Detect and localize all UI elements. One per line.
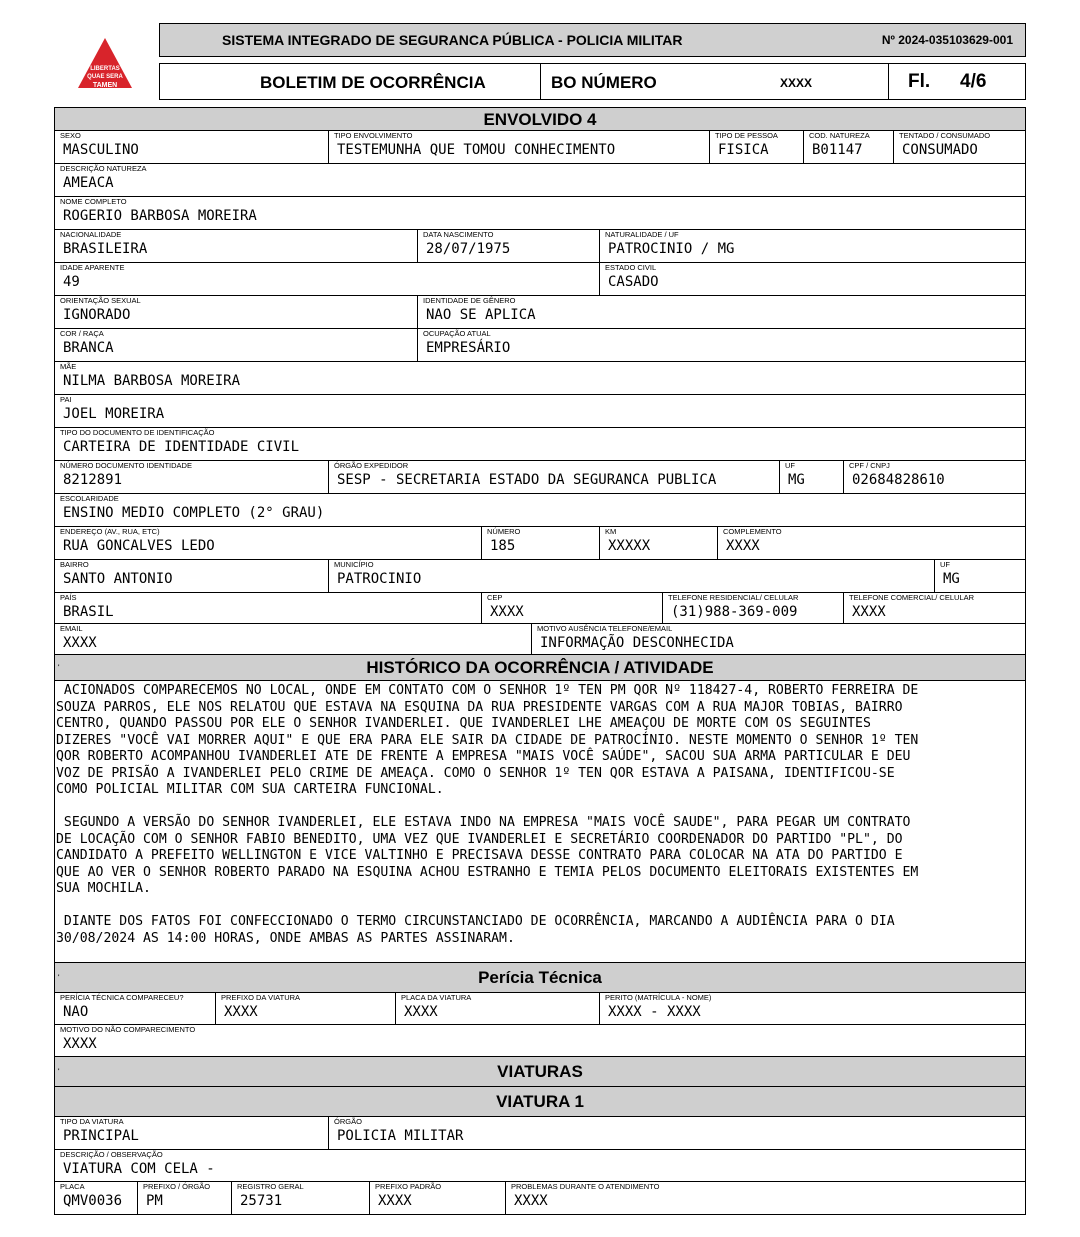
row-viatura-tipo bbox=[54, 1117, 1026, 1150]
form-cell bbox=[328, 461, 779, 493]
row-viatura-placa bbox=[54, 1182, 1026, 1215]
field-label: COMPLEMENTO bbox=[723, 527, 782, 536]
field-label: ORIENTAÇÃO SEXUAL bbox=[60, 296, 141, 305]
identidade-genero-value: NAO SE APLICA bbox=[426, 307, 536, 323]
viaturas-title: VIATURAS bbox=[497, 1062, 583, 1081]
system-title-box bbox=[159, 23, 1026, 57]
form-cell bbox=[55, 461, 328, 493]
pai-value: JOEL MOREIRA bbox=[63, 406, 165, 422]
row-natureza bbox=[54, 164, 1026, 197]
municipio-value: PATROCINIO bbox=[337, 571, 422, 587]
form-cell bbox=[55, 560, 328, 592]
occurrence-number: Nº 2024-035103629-001 bbox=[881, 33, 1013, 47]
numero-value: 185 bbox=[490, 538, 516, 554]
row-endereco bbox=[54, 527, 1026, 560]
cod-natureza-value: B01147 bbox=[812, 142, 863, 158]
row-mae bbox=[54, 362, 1026, 395]
viatura-orgao-value: POLICIA MILITAR bbox=[337, 1128, 464, 1144]
motivo-ausencia-value: INFORMAÇÃO DESCONHECIDA bbox=[540, 635, 734, 651]
svg-text:LIBERTAS: LIBERTAS bbox=[90, 66, 120, 72]
cep-value: XXXX bbox=[490, 604, 524, 620]
form-cell bbox=[599, 527, 717, 559]
tipo-envolvimento-value: TESTEMUNHA QUE TOMOU CONHECIMENTO bbox=[337, 142, 616, 158]
idade-value: 49 bbox=[63, 274, 80, 290]
row-pericia-motivo bbox=[54, 1025, 1026, 1057]
mae-value: NILMA BARBOSA MOREIRA bbox=[63, 373, 241, 389]
field-label: TIPO DE PESSOA bbox=[715, 131, 778, 140]
pericia-motivo-value: XXXX bbox=[63, 1036, 97, 1052]
field-label: BAIRRO bbox=[60, 560, 89, 569]
corner-mark: ' bbox=[58, 665, 60, 671]
form-cell bbox=[55, 362, 1025, 394]
telefone-comercial-value: XXXX bbox=[852, 604, 886, 620]
orgao-expedidor-value: SESP - SECRETARIA ESTADO DA SEGURANCA PUBLICA bbox=[337, 472, 717, 488]
doc-title: BOLETIM DE OCORRÊNCIA bbox=[260, 73, 486, 92]
viatura-prefixo-value: PM bbox=[146, 1193, 163, 1209]
form-cell bbox=[55, 1150, 1025, 1181]
form-cell bbox=[599, 230, 1025, 262]
telefone-residencial-value: (31)988-369-009 bbox=[671, 604, 798, 620]
viatura-1-label: VIATURA 1 bbox=[496, 1092, 584, 1111]
row-idade bbox=[54, 263, 1026, 296]
field-label: DATA NASCIMENTO bbox=[423, 230, 494, 239]
form-cell bbox=[55, 494, 1025, 526]
field-label: REGISTRO GERAL bbox=[237, 1182, 304, 1191]
row-tipo-documento bbox=[54, 428, 1026, 461]
envolvido-title: ENVOLVIDO 4 bbox=[483, 110, 597, 129]
bo-number-label: BO NÚMERO bbox=[551, 73, 657, 92]
field-label: NOME COMPLETO bbox=[60, 197, 127, 206]
form-cell bbox=[417, 296, 1025, 328]
uf-value: MG bbox=[943, 571, 960, 587]
numero-documento-value: 8212891 bbox=[63, 472, 123, 488]
field-label: PREFIXO DA VIATURA bbox=[221, 993, 301, 1002]
field-label: IDADE APARENTE bbox=[60, 263, 125, 272]
doc-title-bar bbox=[159, 63, 1026, 100]
form-cell bbox=[55, 296, 417, 328]
tipo-documento-value: CARTEIRA DE IDENTIDADE CIVIL bbox=[63, 439, 300, 455]
field-label: KM bbox=[605, 527, 617, 536]
form-cell bbox=[934, 560, 1025, 592]
form-cell bbox=[481, 527, 599, 559]
form-cell bbox=[843, 461, 1025, 493]
viatura-descricao-value: VIATURA COM CELA - bbox=[63, 1161, 215, 1177]
field-label: NATURALIDADE / UF bbox=[605, 230, 679, 239]
field-label: DESCRIÇÃO NATUREZA bbox=[60, 164, 147, 173]
field-label: CPF / CNPJ bbox=[849, 461, 890, 470]
nacionalidade-value: BRASILEIRA bbox=[63, 241, 148, 257]
historico-section-title bbox=[54, 655, 1026, 681]
field-label: MUNICÍPIO bbox=[334, 560, 374, 569]
svg-text:QUAE SERA: QUAE SERA bbox=[87, 74, 123, 80]
escolaridade-value: ENSINO MEDIO COMPLETO (2° GRAU) bbox=[63, 505, 325, 521]
data-nascimento-value: 28/07/1975 bbox=[426, 241, 511, 257]
form-cell bbox=[137, 1182, 231, 1214]
field-label: MOTIVO DO NÃO COMPARECIMENTO bbox=[60, 1025, 196, 1034]
viatura-placa-value: QMV0036 bbox=[63, 1193, 123, 1209]
form-cell bbox=[599, 263, 1025, 295]
form-cell bbox=[328, 560, 934, 592]
cpf-value: 02684828610 bbox=[852, 472, 945, 488]
complemento-value: XXXX bbox=[726, 538, 760, 554]
form-cell bbox=[599, 993, 1025, 1024]
field-label: NACIONALIDADE bbox=[60, 230, 122, 239]
form-cell bbox=[55, 428, 1025, 460]
form-cell bbox=[55, 1182, 137, 1214]
form-cell bbox=[531, 624, 1025, 654]
field-label: ÓRGÃO bbox=[334, 1117, 362, 1126]
corner-mark: ' bbox=[58, 975, 60, 981]
field-label: PREFIXO PADRÃO bbox=[375, 1182, 442, 1191]
row-pericia bbox=[54, 993, 1026, 1025]
field-label: TIPO DO DOCUMENTO DE IDENTIFICAÇÃO bbox=[60, 428, 215, 437]
form-cell bbox=[395, 993, 599, 1024]
row-pais bbox=[54, 593, 1026, 624]
field-label: TELEFONE RESIDENCIAL/ CELULAR bbox=[668, 593, 799, 602]
form-cell bbox=[55, 593, 481, 623]
viaturas-section-title bbox=[54, 1057, 1026, 1087]
viatura-prefixo-padrao-value: XXXX bbox=[378, 1193, 412, 1209]
form-cell bbox=[55, 329, 417, 361]
row-viatura-descricao bbox=[54, 1150, 1026, 1182]
form-cell bbox=[55, 1117, 328, 1149]
form-cell bbox=[505, 1182, 1025, 1214]
field-label: NÚMERO bbox=[487, 527, 521, 536]
field-label: PLACA DA VIATURA bbox=[401, 993, 472, 1002]
field-label: ESTADO CIVIL bbox=[605, 263, 657, 272]
row-nacionalidade bbox=[54, 230, 1026, 263]
naturalidade-value: PATROCINIO / MG bbox=[608, 241, 735, 257]
row-sexo bbox=[54, 131, 1026, 164]
envolvido-section-title bbox=[54, 107, 1026, 131]
historico-text: ACIONADOS COMPARECEMOS NO LOCAL, ONDE EM CONTATO COM O SENHOR 1º TEN PM QOR Nº 118427-4, ROBERTO FERREIRA DE SOUZA PARROS, ELE NOS RELATOU QUE ESTAVA NA ESQUINA DA RUA PRESIDENTE VARGAS COM A RUA MAJOR TOBIAS, BAIRRO CENTRO, QUANDO PASSOU POR ELE O SENHOR IVANDERLEI. QUE IVANDERLEI LHE AMEAÇOU DE MORTE COM OS SEGUINTES DIZERES "VOCÊ VAI MORRER AQUI" E QUE ERA PARA ELE SAIR DA CIDADE DE PATROCÍNIO. NESTE MOMENTO O SENHOR 1º TEN QOR ROBERTO ACOMPANHOU IVANDERLEI ATE DE FRENTE A EMPRESA "MAIS VOCÊ SAÚDE", SACOU SUA ARMA PARTICULAR E DEU VOZ DE PRISÃO A IVANDERLEI PELO CRIME DE AMEAÇA. COMO O SENHOR 1º TEN QOR ESTAVA A PAISANA, IDENTIFICOU-SE COMO POLICIAL MILITAR COM SUA CARTEIRA FUNCIONAL. SEGUNDO A VERSÃO DO SENHOR IVANDERLEI, ELE ESTAVA INDO NA EMPRESA "MAIS VOCÊ SAUDE", PARA PEGAR UM CONTRATO DE LOCAÇÃO COM O SENHOR FABIO BENEDITO, UMA VEZ QUE IVANDERLEI E SECRETÁRIO COORDENADOR DO PARTIDO "PL", DO CANDIDATO A PREFEITO WELLINGTON E VICE VALTINHO E PRECISAVA DESSE CONTRATO PARA COLOCAR NA ATA DO PARTIDO E QUE AO VER O SENHOR ROBERTO PARADO NA ESQUINA ACHOU ESTRANHO E TEMIA PELOS DOCUMENTO ELEITORAIS EXISTENTES EM SUA MOCHILA. DIANTE DOS FATOS FOI CONFECCIONADO O TERMO CIRCUNSTANCIADO DE OCORRÊNCIA, MARCANDO A AUDIÊNCIA PARA O DIA 30/08/2024 AS 14:00 HORAS, ONDE AMBAS AS PARTES ASSINARAM. bbox=[56, 683, 919, 946]
form-cell bbox=[779, 461, 843, 493]
pericia-prefixo-value: XXXX bbox=[224, 1004, 258, 1020]
pericia-compareceu-value: NAO bbox=[63, 1004, 89, 1020]
descricao-natureza-value: AMEACA bbox=[63, 175, 114, 191]
field-label: COR / RAÇA bbox=[60, 329, 104, 338]
field-label: TELEFONE COMERCIAL/ CELULAR bbox=[849, 593, 975, 602]
form-cell bbox=[231, 1182, 369, 1214]
field-label: PROBLEMAS DURANTE O ATENDIMENTO bbox=[511, 1182, 660, 1191]
historico-title: HISTÓRICO DA OCORRÊNCIA / ATIVIDADE bbox=[366, 658, 714, 677]
form-cell bbox=[55, 131, 328, 163]
pericia-perito-value: XXXX - XXXX bbox=[608, 1004, 701, 1020]
form-cell bbox=[417, 230, 599, 262]
field-label: PLACA bbox=[60, 1182, 85, 1191]
km-value: XXXXX bbox=[608, 538, 651, 554]
form-cell bbox=[843, 593, 1025, 623]
field-label: TIPO ENVOLVIMENTO bbox=[334, 131, 413, 140]
svg-text:TAMEN: TAMEN bbox=[92, 82, 118, 89]
viatura-registro-value: 25731 bbox=[240, 1193, 283, 1209]
form-cell bbox=[55, 527, 481, 559]
field-label: PREFIXO / ÓRGÃO bbox=[143, 1182, 211, 1191]
form-cell bbox=[417, 329, 1025, 361]
field-label: UF bbox=[940, 560, 950, 569]
row-orientacao bbox=[54, 296, 1026, 329]
field-label: IDENTIDADE DE GÊNERO bbox=[423, 296, 516, 305]
row-pai bbox=[54, 395, 1026, 428]
row-bairro bbox=[54, 560, 1026, 593]
sexo-value: MASCULINO bbox=[63, 142, 139, 158]
field-label: TIPO DA VIATURA bbox=[60, 1117, 124, 1126]
form-cell bbox=[717, 527, 1025, 559]
nome-completo-value: ROGERIO BARBOSA MOREIRA bbox=[63, 208, 257, 224]
bairro-value: SANTO ANTONIO bbox=[63, 571, 173, 587]
viatura-1-title bbox=[54, 1087, 1026, 1117]
uf-documento-value: MG bbox=[788, 472, 805, 488]
field-label: CEP bbox=[487, 593, 503, 602]
field-label: ESCOLARIDADE bbox=[60, 494, 119, 503]
orientacao-value: IGNORADO bbox=[63, 307, 131, 323]
form-cell bbox=[55, 197, 1025, 229]
email-value: XXXX bbox=[63, 635, 97, 651]
row-escolaridade bbox=[54, 494, 1026, 527]
form-cell bbox=[55, 164, 1025, 196]
field-label: MÃE bbox=[60, 362, 77, 371]
page-number: 4/6 bbox=[960, 71, 987, 92]
form-cell bbox=[55, 230, 417, 262]
corner-mark: ' bbox=[58, 1069, 60, 1075]
field-label: UF bbox=[785, 461, 795, 470]
field-label: EMAIL bbox=[60, 624, 83, 633]
form-cell bbox=[55, 624, 531, 654]
pm-emblem-icon bbox=[76, 36, 134, 90]
viatura-tipo-value: PRINCIPAL bbox=[63, 1128, 139, 1144]
bo-number-value: XXXX bbox=[780, 76, 813, 90]
field-label: ENDEREÇO (AV., RUA, ETC) bbox=[60, 527, 160, 536]
form-cell bbox=[369, 1182, 505, 1214]
field-label: TENTADO / CONSUMADO bbox=[899, 131, 991, 140]
system-title: SISTEMA INTEGRADO DE SEGURANCA PÚBLICA - POLICIA MILITAR bbox=[222, 32, 683, 48]
field-label: NÚMERO DOCUMENTO IDENTIDADE bbox=[60, 461, 192, 470]
row-nome bbox=[54, 197, 1026, 230]
pericia-placa-value: XXXX bbox=[404, 1004, 438, 1020]
pericia-title: Perícia Técnica bbox=[478, 968, 602, 987]
field-label: OCUPAÇÃO ATUAL bbox=[423, 329, 491, 338]
tipo-pessoa-value: FISICA bbox=[718, 142, 769, 158]
form-cell bbox=[803, 131, 893, 163]
row-cor bbox=[54, 329, 1026, 362]
row-documento bbox=[54, 461, 1026, 494]
pericia-section-title bbox=[54, 963, 1026, 993]
form-cell bbox=[893, 131, 1025, 163]
form-cell bbox=[55, 993, 215, 1024]
form-cell bbox=[328, 1117, 1025, 1149]
form-cell bbox=[662, 593, 843, 623]
row-email bbox=[54, 624, 1026, 655]
field-label: COD. NATUREZA bbox=[809, 131, 870, 140]
form-cell bbox=[215, 993, 395, 1024]
field-label: PAÍS bbox=[60, 593, 77, 602]
page-label: Fl. bbox=[908, 71, 931, 92]
form-cell bbox=[55, 395, 1025, 427]
form-cell bbox=[481, 593, 662, 623]
field-label: PERITO (MATRÍCULA - NOME) bbox=[605, 993, 712, 1002]
form-cell bbox=[709, 131, 803, 163]
endereco-value: RUA GONCALVES LEDO bbox=[63, 538, 215, 554]
field-label: ÓRGÃO EXPEDIDOR bbox=[334, 461, 409, 470]
estado-civil-value: CASADO bbox=[608, 274, 659, 290]
form-cell bbox=[328, 131, 709, 163]
field-label: SEXO bbox=[60, 131, 81, 140]
field-label: PAI bbox=[60, 395, 72, 404]
tentado-value: CONSUMADO bbox=[902, 142, 978, 158]
cor-value: BRANCA bbox=[63, 340, 114, 356]
field-label: MOTIVO AUSÊNCIA TELEFONE/EMAIL bbox=[537, 624, 673, 633]
form-cell bbox=[55, 263, 599, 295]
form-cell bbox=[55, 1025, 1025, 1056]
field-label: DESCRIÇÃO / OBSERVAÇÃO bbox=[60, 1150, 163, 1159]
field-label: PERÍCIA TÉCNICA COMPARECEU? bbox=[60, 993, 184, 1002]
viatura-problemas-value: XXXX bbox=[514, 1193, 548, 1209]
pais-value: BRASIL bbox=[63, 604, 114, 620]
ocupacao-value: EMPRESÁRIO bbox=[426, 340, 511, 356]
